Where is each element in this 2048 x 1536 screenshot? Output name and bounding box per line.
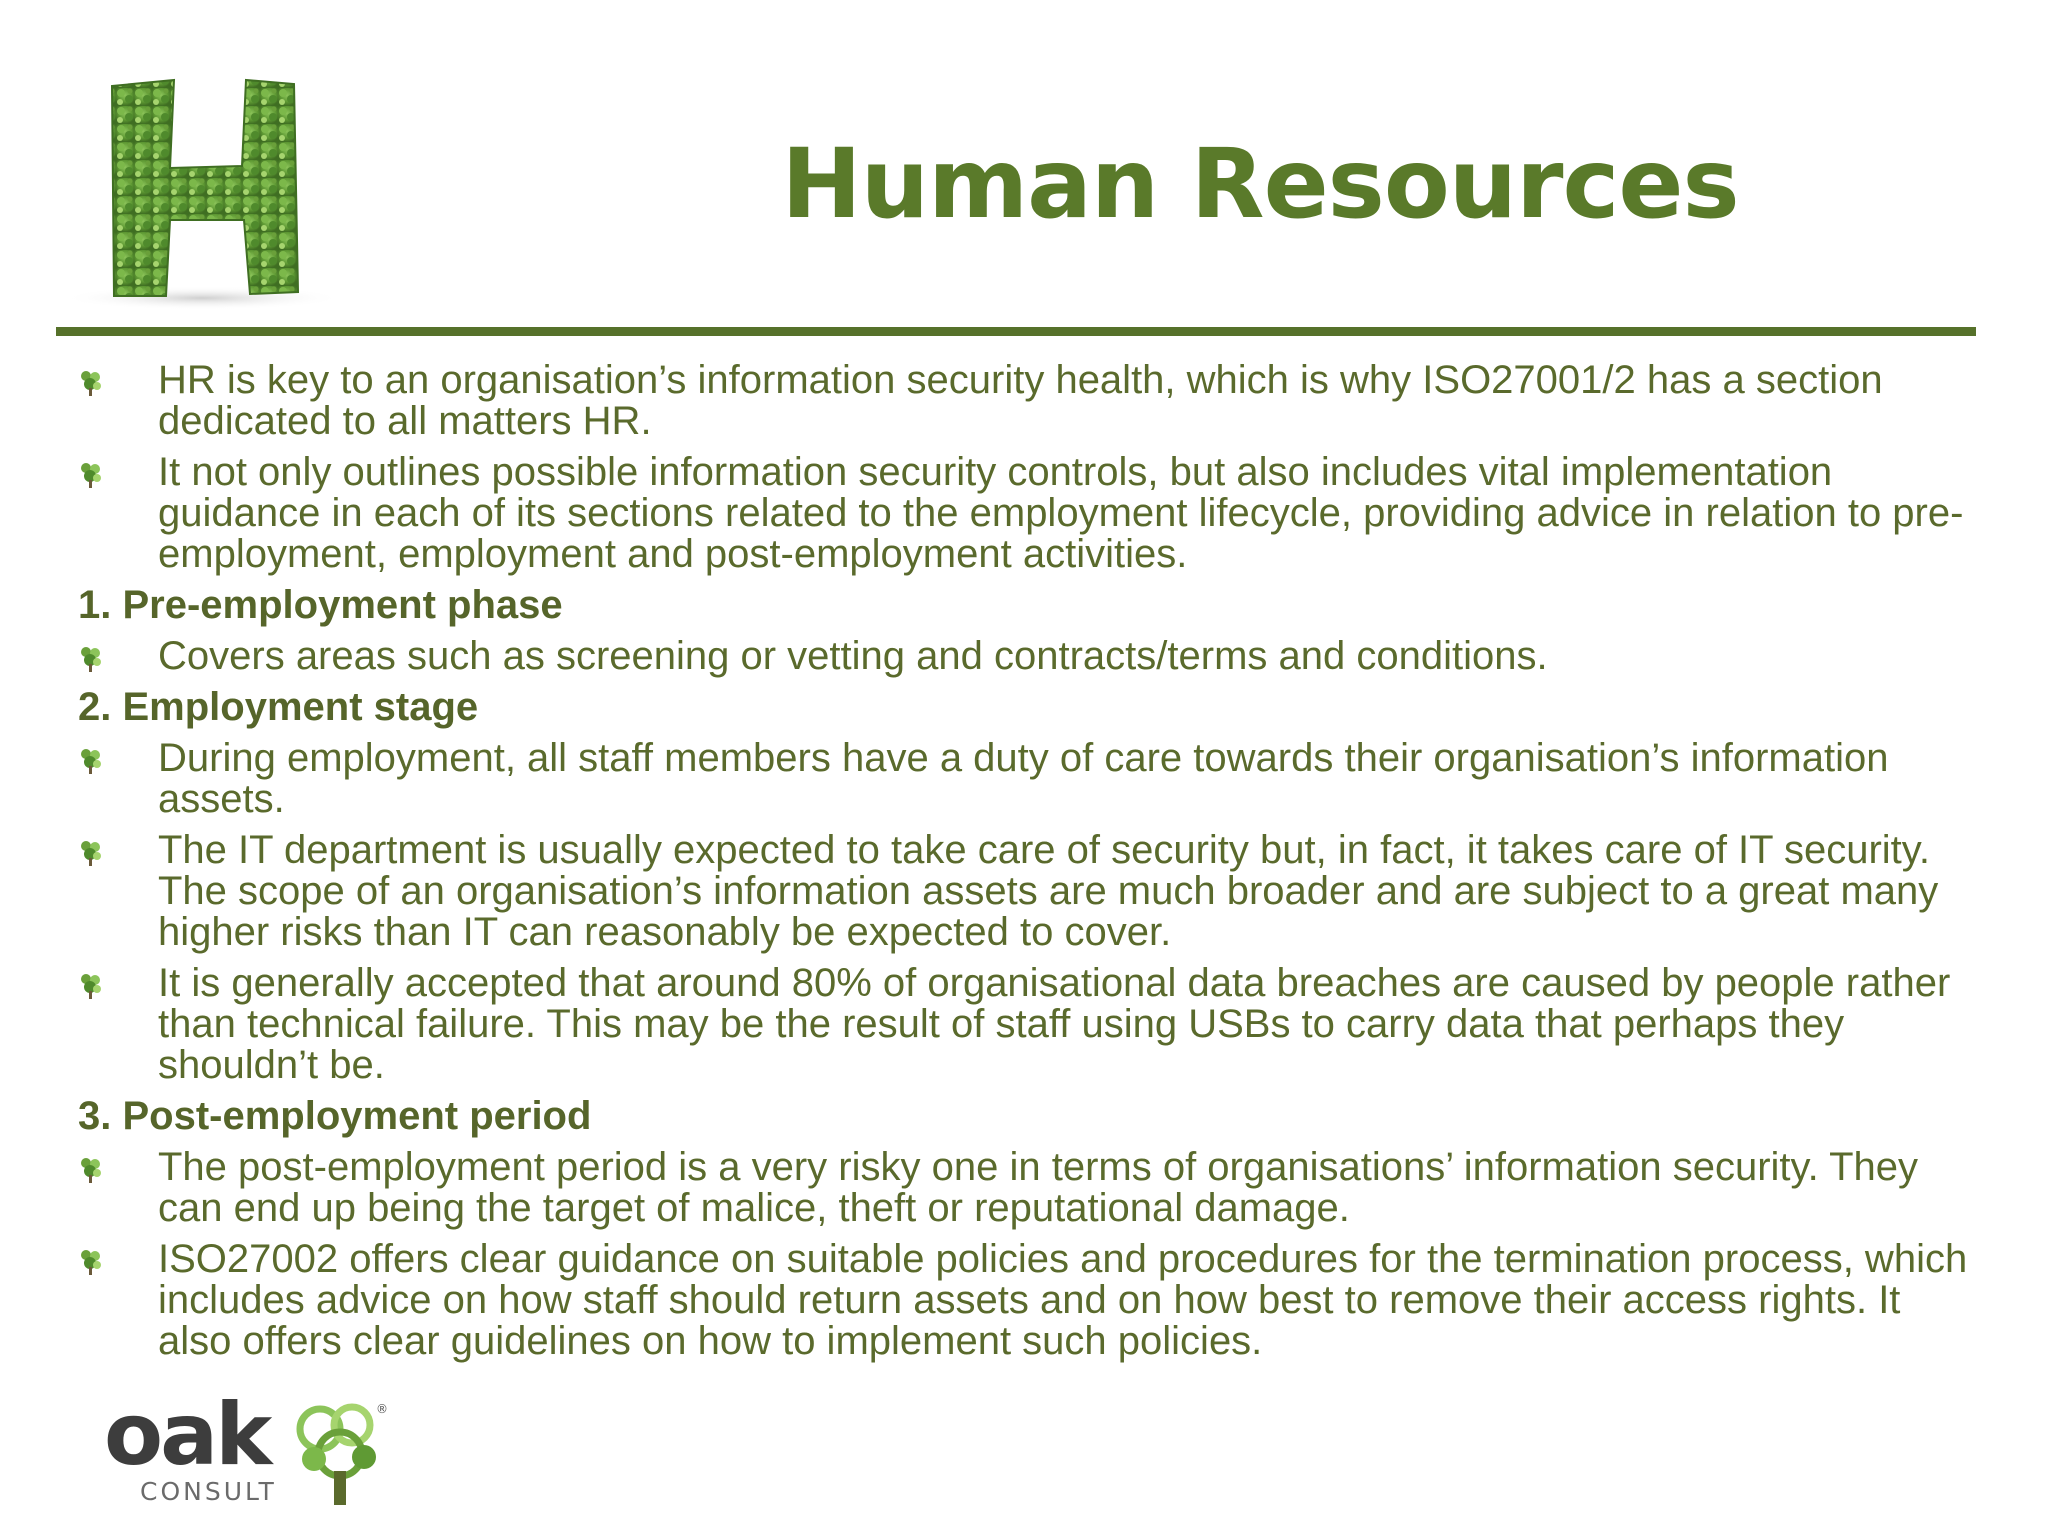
leaf-bullet-icon — [78, 746, 104, 774]
section-heading: 1. Pre-employment phase — [78, 583, 563, 627]
slide-content — [78, 360, 1978, 1372]
brand-tagline: CONSULT — [140, 1477, 277, 1506]
bullet-item — [78, 452, 1978, 575]
section-heading: 3. Post-employment period — [78, 1094, 592, 1138]
title-divider — [56, 327, 1976, 336]
leaf-bullet-icon — [78, 1155, 104, 1183]
oak-tree-icon — [290, 1399, 390, 1509]
bullet-text: It not only outlines possible information security controls, but also includes vital implementation guidance in each of its sections related to the employment lifecycle, providing advice in relation to pre-employment, employment and post-employment activities. — [158, 450, 1964, 576]
oak-consult-logo — [100, 1385, 400, 1515]
bullet-text: Covers areas such as screening or vetting and contracts/terms and conditions. — [158, 634, 1548, 678]
leaf-bullet-icon — [78, 460, 104, 488]
leaf-bullet-icon — [78, 971, 104, 999]
bullet-item — [78, 1147, 1978, 1229]
brand-name: oak — [104, 1385, 270, 1485]
bullet-text: HR is key to an organisation’s information security health, which is why ISO27001/2 has a section dedicated to all matters HR. — [158, 358, 1883, 443]
svg-text:®: ® — [376, 1402, 388, 1416]
bullet-text: The post-employment period is a very risky one in terms of organisations’ information security. They can end up being the target of malice, theft or reputational damage. — [158, 1145, 1918, 1230]
bullet-item — [78, 738, 1978, 820]
bullet-text: During employment, all staff members have a duty of care towards their organisation’s information assets. — [158, 736, 1889, 821]
bullet-item — [78, 1239, 1978, 1362]
bullet-text: It is generally accepted that around 80% of organisational data breaches are caused by people rather than technical failure. This may be the result of staff using USBs to carry data that perhaps they shouldn’t be. — [158, 961, 1951, 1087]
leaf-bullet-icon — [78, 838, 104, 866]
bullet-item — [78, 636, 1978, 677]
leaf-letter-h-logo — [62, 70, 352, 310]
bullet-item — [78, 963, 1978, 1086]
leaf-bullet-icon — [78, 368, 104, 396]
bullet-text: ISO27002 offers clear guidance on suitable policies and procedures for the termination process, which includes advice on how staff should return assets and on how best to remove their access rights. It also offers clear guidelines on how to implement such policies. — [158, 1237, 1968, 1363]
leaf-bullet-icon — [78, 1247, 104, 1275]
bullet-text: The IT department is usually expected to take care of security but, in fact, it takes care of IT security. The scope of an organisation’s information assets are much broader and are subject to a great many higher risks than IT can reasonably be expected to cover. — [158, 828, 1939, 954]
bullet-item — [78, 830, 1978, 953]
bullet-item — [78, 360, 1978, 442]
section-heading: 2. Employment stage — [78, 685, 479, 729]
leaf-bullet-icon — [78, 644, 104, 672]
slide-title: Human Resources — [781, 128, 1739, 240]
